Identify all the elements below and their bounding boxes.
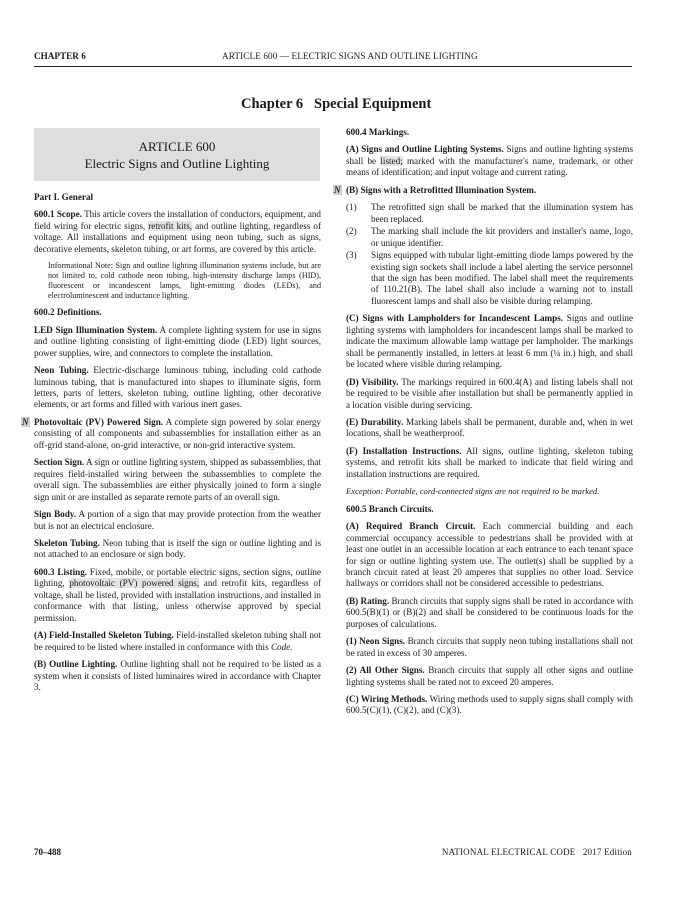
subsection-d xyxy=(346,377,633,411)
subsection-heading: (D) Visibility. xyxy=(346,376,399,387)
definition-led xyxy=(34,325,321,359)
subsection-heading: (C) Signs with Lampholders for Incandescent Lamps. xyxy=(346,313,564,324)
right-column xyxy=(334,127,634,723)
term: Sign Body. xyxy=(34,509,77,520)
left-column xyxy=(22,192,322,699)
subsection-text: Signs and outline lighting systems with lampholders for incandescent lamps shall be marked to indicate the maximum allowable lamp wattage per lampholder. The markings shall be permanently installed, in letters at least 6 mm (¼ in.) high, and shall be located where visible during relamping. xyxy=(346,313,633,370)
part-heading: Part I. General xyxy=(34,192,94,202)
definition-neon xyxy=(34,365,321,411)
article-label: ARTICLE 600 — ELECTRIC SIGNS AND OUTLINE LIGHTING xyxy=(222,51,478,61)
subsection-wiring-methods xyxy=(346,694,633,717)
page-footer xyxy=(34,847,632,859)
running-header xyxy=(34,50,632,67)
definition-pv xyxy=(22,416,321,451)
subsection-heading: (A) Required Branch Circuit. xyxy=(346,521,476,532)
exception: Exception: Portable, cord-connected signs are not required to be marked. xyxy=(346,486,600,497)
list-text: The retrofitted sign shall be marked that the illumination system has been replaced. xyxy=(371,202,633,224)
definition: Neon tubing that is itself the sign or outline lighting and is not attached to an enclosure or sign body. xyxy=(34,537,322,560)
list-text: The marking shall include the kit providers and installer's name, logo, or unique identifier. xyxy=(371,226,633,248)
subsection-heading: (B) Rating. xyxy=(346,595,390,606)
revision-highlight: retrofit kits, xyxy=(148,220,193,231)
term: Skeleton Tubing. xyxy=(34,537,100,548)
subsection-text: Signs and outline lighting systems shall be xyxy=(346,144,633,166)
subsection-text: The markings required in 600.4(A) and listing labels shall not be required to be visible after installation but shall be permanently applied in a location visible during servicing. xyxy=(346,376,633,410)
subsection-text: Branch circuits that supply neon tubing installations shall not be rated in excess of 30 amperes. xyxy=(346,636,634,658)
definition: Electric-discharge luminous tubing, including cold cathode luminous tubing, that is manufactured into shapes to illuminate signs, form letters, parts of letters, skeleton tubing, outline lighting, other decorative elements, or art forms and filled with various inert gases. xyxy=(34,365,321,410)
revision-highlight: photovoltaic (PV) powered signs, xyxy=(69,578,200,589)
term: LED Sign Illumination System. xyxy=(34,324,158,335)
subsection-heading: (A) Field-Installed Skeleton Tubing. xyxy=(34,630,174,641)
list-text: Signs equipped with tubular light-emitting diode lamps powered by the existing sign sockets shall include a label alerting the service personnel that the sign has been modified. The label shall meet the requirements of 110.21(B). The label shall also include a warning not to install fluorescent lamps and shall also be visible during relamping. xyxy=(371,250,633,306)
subsection-other-signs xyxy=(346,665,633,688)
subsection-f xyxy=(346,446,633,480)
subsection-text: Wiring methods used to supply signs shall comply with 600.5(C)(1), (C)(2), and (C)(3). xyxy=(346,694,633,716)
definition: A sign or outline lighting system, shipped as subassemblies, that requires field-installed wiring between the subassemblies to complete the overall sign. The subassemblies are either physically joined to form a single sign unit or are installed as separate remote parts of an overall sign. xyxy=(34,457,321,502)
subsection-text: All signs, outline lighting, skeleton tubing systems, and retrofit kits shall be marked to indicate that field wiring and installation instructions are required. xyxy=(346,445,633,479)
chapter-title: Chapter 6 Special Equipment xyxy=(241,96,432,112)
list-item xyxy=(346,250,633,307)
subsection-c xyxy=(346,313,633,370)
subsection-a xyxy=(346,144,633,178)
article-title-box xyxy=(34,128,320,181)
subsection-text: Branch circuits that supply all other signs and outline lighting systems shall be rated not to exceed 20 amperes. xyxy=(346,665,633,687)
definition: A complete lighting system for use in signs and outline lighting consisting of light-emitting diode (LED) light sources, power supplies, wire, and connectors to complete the installation. xyxy=(34,324,322,358)
section-heading: 600.2 Definitions. xyxy=(34,307,102,318)
subsection-heading: (C) Wiring Methods. xyxy=(346,694,428,705)
subsection-text: Branch circuits that supply signs shall be rated in accordance with 600.5(B)(1) or (B)(2) and shall be considered to be continuous loads for the purposes of calculations. xyxy=(346,595,634,629)
section-text: Fixed, mobile, or portable electric signs, section signs, outline lighting, xyxy=(34,566,322,589)
article-name: Electric Signs and Outline Lighting xyxy=(84,156,270,171)
section-heading: 600.1 Scope. xyxy=(34,209,82,220)
term: Photovoltaic (PV) Powered Sign. xyxy=(34,416,164,427)
section-600-3 xyxy=(34,567,321,624)
subsection-heading: (1) Neon Signs. xyxy=(346,636,406,647)
definition-skeleton-tubing xyxy=(34,538,321,561)
subsection-heading: (B) Signs with a Retrofitted Illumination System. xyxy=(346,184,537,195)
subsection-heading: (F) Installation Instructions. xyxy=(346,445,462,456)
list-number: (3) xyxy=(346,250,357,261)
term: Neon Tubing. xyxy=(34,365,89,376)
subsection-b xyxy=(334,184,633,196)
article-number: ARTICLE 600 xyxy=(138,139,216,154)
subsection-heading: (B) Outline Lighting. xyxy=(34,659,118,670)
list-item xyxy=(346,226,633,249)
subsection-rating xyxy=(346,596,633,630)
term: Section Sign. xyxy=(34,457,85,468)
subsection-heading: (E) Durability. xyxy=(346,416,404,427)
page-number: 70–488 xyxy=(34,847,61,857)
list-number: (1) xyxy=(346,202,357,213)
subsection-text: marked with the manufacturer's name, trademark, or other means of identification; and input voltage and current rating. xyxy=(346,155,633,178)
code-word: Code. xyxy=(270,641,293,652)
subsection-e xyxy=(346,417,633,440)
chapter-label: CHAPTER 6 xyxy=(34,51,86,61)
subsection-text: Field-installed skeleton tubing shall not be required to be listed where installed in conformance with this xyxy=(34,630,322,652)
definition: A portion of a sign that may provide protection from the weather but is not an electrical enclosure. xyxy=(34,509,322,531)
code-edition: NATIONAL ELECTRICAL CODE 2017 Edition xyxy=(441,847,632,857)
section-heading: 600.5 Branch Circuits. xyxy=(346,503,434,514)
definition-section-sign xyxy=(34,457,321,503)
definition-sign-body xyxy=(34,509,321,532)
definition: A complete sign powered by solar energy consisting of all components and subassemblies for installation either as an off-grid stand-alone, on-grid interactive, or non-grid interactive system. xyxy=(34,416,321,450)
numbered-list xyxy=(346,202,633,307)
subsection-neon-signs xyxy=(346,636,633,659)
subsection-heading: (2) All Other Signs. xyxy=(346,665,425,676)
new-material-marker: N xyxy=(22,416,29,427)
section-text: This article covers the installation of conductors, equipment, and field wiring for electric signs, xyxy=(34,209,321,231)
list-item xyxy=(346,202,633,225)
subsection-b xyxy=(34,659,321,693)
subsection-text: Outline lighting shall not be required to be listed as a system when it consists of listed luminaires wired in accordance with Chapter 3. xyxy=(34,659,322,692)
list-number: (2) xyxy=(346,226,357,237)
section-600-1 xyxy=(34,209,321,255)
subsection-text: Each commercial building and each commercial occupancy accessible to pedestrians shall be provided with at least one outlet in an accessible location at each entrance to each tenant space for sign or outline lighting system use. The outlet(s) shall be supplied by a branch circuit rated at least 20 amperes that supplies no other load. Service hallways or corridors shall not be considered accessible to pedestrians. xyxy=(346,521,633,589)
informational-note: Informational Note: Sign and outline lighting illumination systems include, but are not limited to, cold cathode neon tubing, high-intensity discharge lamps (HID), fluorescent or incandescent lamps, light-emitting diodes (LEDs), and electroluminescent and inductance lighting. xyxy=(48,261,321,301)
subsection-a xyxy=(34,630,321,653)
section-text: and outline lighting, regardless of voltage. All installations and equipment using neon tubing, such as signs, decorative elements, skeleton tubing, or art forms, are covered by this article. xyxy=(34,220,321,254)
subsection-heading: (A) Signs and Outline Lighting Systems. xyxy=(346,144,504,155)
revision-highlight: listed; xyxy=(380,155,403,166)
section-text: and retrofit kits, regardless of voltage, shall be listed, provided with installation instructions, and installed in conformance with that listing, unless otherwise approved by special permission. xyxy=(34,578,321,623)
subsection-text: Marking labels shall be permanent, durable and, when in wet locations, shall be weatherproof. xyxy=(346,416,634,439)
new-material-marker: N xyxy=(334,184,341,195)
section-heading: 600.3 Listing. xyxy=(34,566,88,577)
subsection-required-branch xyxy=(346,521,633,590)
section-heading: 600.4 Markings. xyxy=(346,127,410,137)
